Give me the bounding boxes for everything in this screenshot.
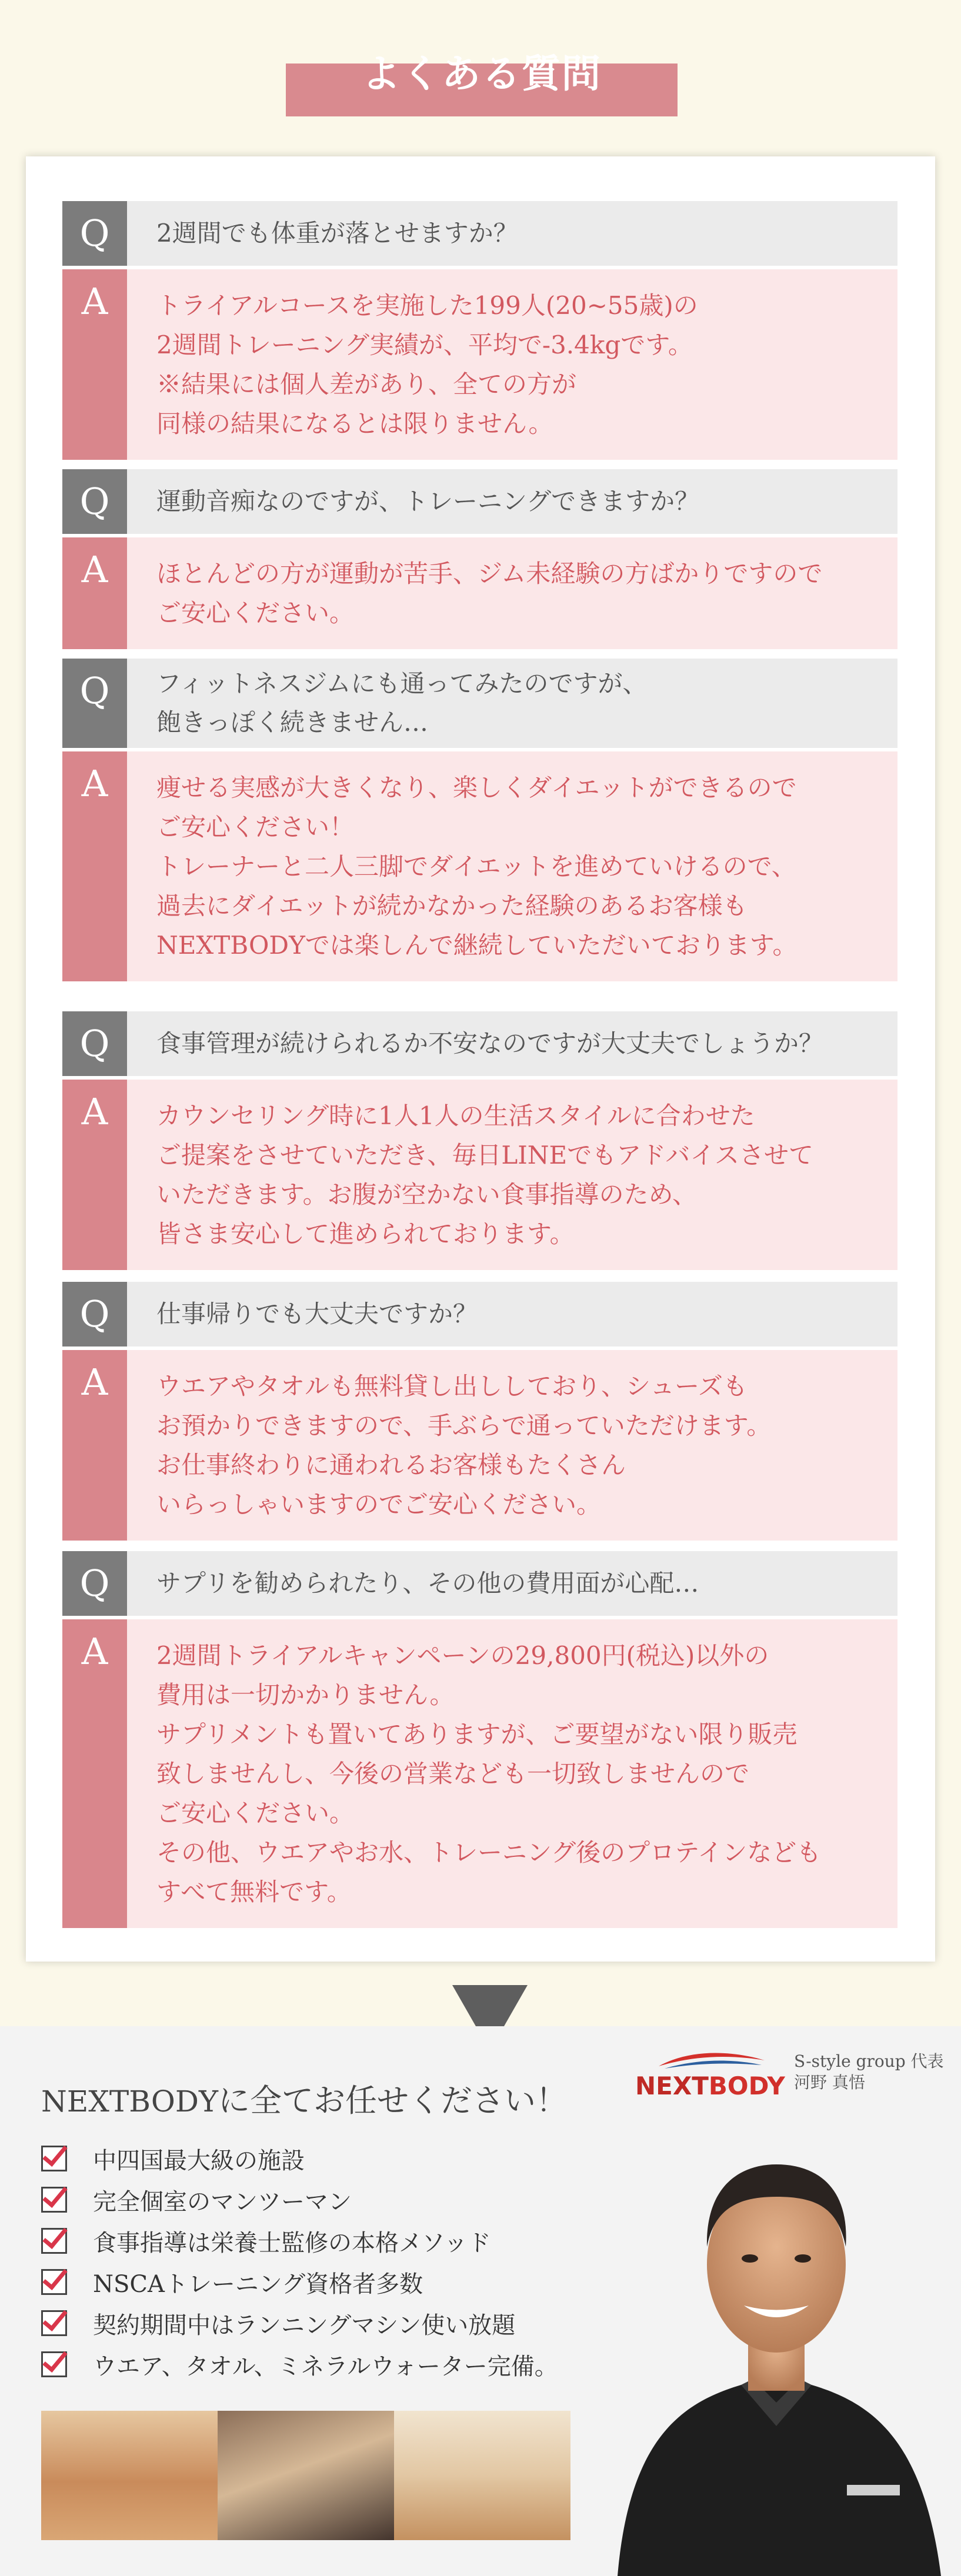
faq-answer-row	[62, 751, 897, 981]
faq-answer-line: すべて無料です。	[156, 1877, 352, 1906]
checkbox-checked-icon	[41, 2228, 67, 2254]
checkbox-checked-icon	[41, 2310, 67, 2336]
faq-question	[127, 201, 897, 266]
faq-answer-row	[62, 1619, 897, 1928]
faq-answer-line: お預かりできますので、手ぶらで通っていただけます。	[156, 1411, 772, 1440]
faq-question-line: 2週間でも体重が落とせますか？	[156, 219, 518, 248]
question-marker: Q	[62, 469, 127, 534]
promo-title	[41, 2076, 568, 2121]
faq-heading-text: よくある質問	[362, 51, 602, 96]
faq-answer-line: いらっしゃいますのでご安心ください。	[156, 1490, 602, 1519]
checkbox-checked-icon	[41, 2146, 67, 2171]
faq-question	[127, 1011, 897, 1076]
faq-answer-line: カウンセリング時に1人1人の生活スタイルに合わせた	[156, 1101, 755, 1130]
feature-text: ウエア、タオル、ミネラルウォーター完備。	[93, 2353, 558, 2380]
gym-photo-lounge	[394, 2411, 570, 2540]
faq-question	[127, 469, 897, 534]
promo-title-brand: NEXTBODY	[41, 2084, 218, 2119]
faq-question-row	[62, 1011, 897, 1076]
faq-answer-line: お仕事終わりに通われるお客様もたくさん	[156, 1451, 626, 1479]
faq-answer-line: トライアルコースを実施した199人(20~55歳)の	[156, 291, 698, 320]
faq-question-line: 食事管理が続けられるか不安なのですが大丈夫でしょうか？	[156, 1029, 824, 1058]
ceo-title: S-style group 代表	[794, 2052, 944, 2071]
answer-marker: A	[62, 537, 127, 649]
gym-photos	[41, 2411, 570, 2540]
faq-answer	[127, 1350, 897, 1541]
faq-question-line: 仕事帰りでも大丈夫ですか？	[156, 1299, 478, 1328]
feature-text: NSCAトレーニング資格者多数	[93, 2270, 423, 2298]
faq-item	[62, 1551, 897, 1928]
faq-answer-line: 費用は一切かかりません。	[156, 1680, 455, 1709]
faq-answer-row	[62, 1350, 897, 1541]
faq-answer	[127, 751, 897, 981]
faq-question-row	[62, 1551, 897, 1616]
feature-text: 食事指導は栄養士監修の本格メソッド	[93, 2229, 491, 2257]
faq-question-row	[62, 201, 897, 266]
faq-item	[62, 659, 897, 981]
faq-answer	[127, 1080, 897, 1270]
feature-list	[41, 2138, 558, 2385]
promo-section	[0, 2026, 961, 2576]
faq-answer-line: その他、ウエアやお水、トレーニング後のプロテインなども	[156, 1838, 822, 1867]
feature-item	[41, 2344, 558, 2385]
gym-photo-training	[218, 2411, 394, 2540]
faq-answer	[127, 269, 897, 460]
feature-item	[41, 2138, 558, 2179]
faq-question	[127, 1282, 897, 1347]
question-marker: Q	[62, 1282, 127, 1347]
faq-question-row	[62, 469, 897, 534]
faq-question-line: サプリを勧められたり、その他の費用面が心配…	[156, 1569, 699, 1598]
logo-text-body: BODY	[708, 2072, 785, 2100]
faq-question-line: 運動音痴なのですが、トレーニングできますか？	[156, 487, 700, 516]
ceo-caption	[794, 2051, 944, 2093]
trainer-photo	[594, 2109, 959, 2576]
ceo-name: 河野 真悟	[794, 2073, 865, 2092]
nextbody-logo	[635, 2050, 788, 2100]
faq-item	[62, 201, 897, 460]
logo-swoosh-icon	[659, 2050, 765, 2070]
question-marker: Q	[62, 1551, 127, 1616]
faq-question-row	[62, 1282, 897, 1347]
faq-answer-line: ※結果には個人差があり、全ての方が	[156, 370, 577, 399]
faq-answer-line: いただきます。お腹が空かない食事指導のため、	[156, 1180, 697, 1209]
logo-text-next: NEXT	[635, 2072, 709, 2100]
feature-text: 完全個室のマンツーマン	[93, 2188, 352, 2216]
faq-answer-line: ご安心ください。	[156, 1799, 355, 1827]
faq-answer-line: ご安心ください。	[156, 599, 355, 627]
faq-answer-line: 致しませんし、今後の営業なども一切致しませんので	[156, 1759, 750, 1788]
faq-question-line: 飽きっぽく続きません…	[156, 708, 429, 737]
feature-item	[41, 2303, 558, 2344]
answer-marker: A	[62, 1080, 127, 1270]
faq-answer-line: ご安心ください！	[156, 813, 355, 841]
faq-answer	[127, 537, 897, 649]
faq-item	[62, 1011, 897, 1270]
faq-answer-line: 2週間トレーニング実績が、平均で-3.4kgです。	[156, 330, 693, 359]
faq-answer-line: ウエアやタオルも無料貸し出ししており、シューズも	[156, 1372, 748, 1401]
promo-title-rest: に全てお任せください！	[218, 2082, 568, 2119]
checkbox-checked-icon	[41, 2187, 67, 2213]
faq-answer-line: 同様の結果になるとは限りません。	[156, 409, 553, 438]
faq-answer-line: NEXTBODYでは楽しんで継続していただいております。	[156, 931, 798, 960]
feature-item	[41, 2179, 558, 2220]
faq-question-row	[62, 659, 897, 748]
question-marker: Q	[62, 1011, 127, 1076]
checkbox-checked-icon	[41, 2351, 67, 2377]
logo-text	[635, 2072, 785, 2100]
faq-item	[62, 469, 897, 649]
faq-answer-line: ご提案をさせていただき、毎日LINEでもアドバイスさせて	[156, 1141, 813, 1170]
question-marker: Q	[62, 201, 127, 266]
answer-marker: A	[62, 1350, 127, 1541]
feature-text: 契約期間中はランニングマシン使い放題	[93, 2311, 516, 2339]
feature-text: 中四国最大級の施設	[93, 2147, 305, 2174]
feature-item	[41, 2220, 558, 2261]
checkbox-checked-icon	[41, 2269, 67, 2295]
gym-photo-interior	[41, 2411, 218, 2540]
faq-question-line: フィットネスジムにも通ってみたのですが、	[156, 669, 648, 698]
faq-question	[127, 1551, 897, 1616]
faq-answer-line: 痩せる実感が大きくなり、楽しくダイエットができるので	[156, 773, 797, 802]
faq-answer-row	[62, 269, 897, 460]
answer-marker: A	[62, 1619, 127, 1928]
faq-answer-line: 2週間トライアルキャンペーンの29,800円(税込)以外の	[156, 1641, 769, 1670]
faq-heading	[286, 51, 678, 116]
faq-question	[127, 659, 897, 748]
feature-item	[41, 2261, 558, 2303]
faq-item	[62, 1282, 897, 1541]
answer-marker: A	[62, 269, 127, 460]
faq-answer-line: 過去にダイエットが続かなかった経験のあるお客様も	[156, 891, 748, 920]
faq-answer-line: 皆さま安心して進められております。	[156, 1219, 575, 1248]
faq-answer-line: トレーナーと二人三脚でダイエットを進めていけるので、	[156, 852, 796, 881]
faq-answer-line: サプリメントも置いてありますが、ご要望がない限り販売	[156, 1720, 798, 1749]
faq-answer	[127, 1619, 897, 1928]
faq-answer-row	[62, 537, 897, 649]
answer-marker: A	[62, 751, 127, 981]
question-marker: Q	[62, 659, 127, 748]
faq-answer-line: ほとんどの方が運動が苦手、ジム未経験の方ばかりですので	[156, 559, 823, 588]
faq-answer-row	[62, 1080, 897, 1270]
